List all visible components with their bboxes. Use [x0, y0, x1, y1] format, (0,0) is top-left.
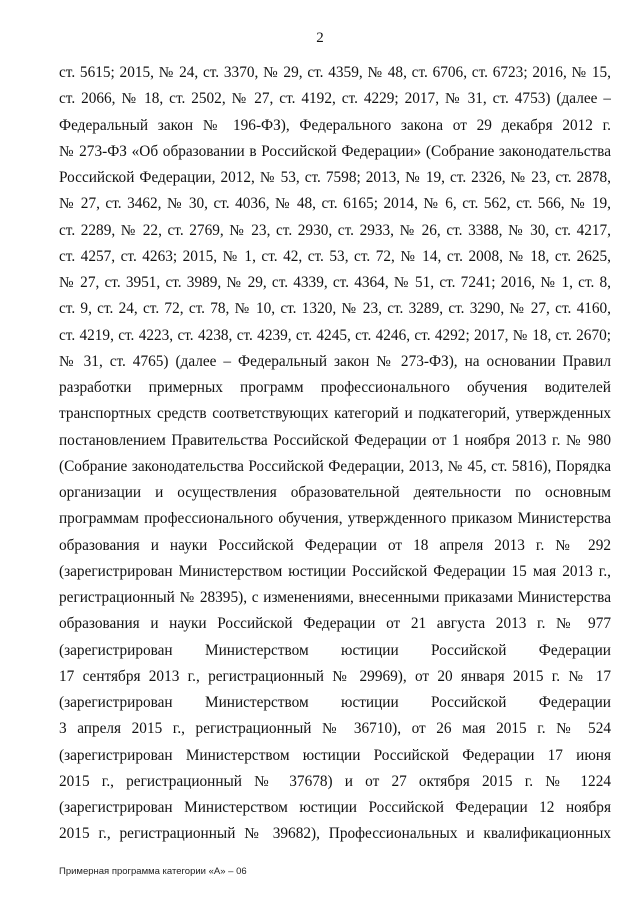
text-line: № 27, ст. 3462, № 30, ст. 4036, № 48, ст. 6165; 2014, № 6, ст. 562, ст. 566, № 19, — [59, 195, 611, 213]
text-line: ст. 5615; 2015, № 24, ст. 3370, № 29, ст. 4359, № 48, ст. 6706, ст. 6723; 2016, № 15, — [59, 64, 611, 81]
text-line: № 27, ст. 3951, ст. 3989, № 29, ст. 4339, ст. 4364, № 51, ст. 7241; 2016, № 1, ст. 8, — [59, 274, 611, 291]
page-footer: Примерная программа категории «А» – 06 — [59, 866, 247, 877]
text-line: (зарегистрирован Министерством юстиции Российской Федерации 15 мая 2013 г., — [59, 562, 611, 580]
text-line: образования и науки Российской Федерации от 21 августа 2013 г. № 977 — [59, 615, 611, 633]
text-line: ст. 2289, № 22, ст. 2769, № 23, ст. 2930, ст. 2933, № 26, ст. 3388, № 30, ст. 4217, — [59, 221, 611, 239]
text-line: программам профессионального обучения, утвержденного приказом Министерства — [59, 510, 611, 528]
text-line: 3 апреля 2015 г., регистрационный № 36710), от 26 мая 2015 г. № 524 — [59, 720, 611, 738]
page-number: 2 — [316, 30, 324, 46]
text-line: 2015 г., регистрационный № 39682), Профессиональных и квалификационных — [59, 825, 611, 843]
text-line: разработки примерных программ профессионального обучения водителей — [59, 379, 611, 396]
text-line: ст. 4257, ст. 4263; 2015, № 1, ст. 42, ст. 53, ст. 72, № 14, ст. 2008, № 18, ст. 2625, — [59, 247, 611, 265]
text-line: образования и науки Российской Федерации от 18 апреля 2013 г. № 292 — [59, 536, 611, 554]
text-line: (зарегистрирован Министерством юстиции Российской Федерации — [59, 694, 611, 711]
text-line: ст. 4219, ст. 4223, ст. 4238, ст. 4239, ст. 4245, ст. 4246, ст. 4292; 2017, № 18, ст. 2670; — [59, 326, 611, 344]
text-line: (зарегистрирован Министерством юстиции Российской Федерации 17 июня — [59, 746, 611, 764]
text-line: № 273-ФЗ «Об образовании в Российской Федерации» (Собрание законодательства — [59, 142, 611, 160]
text-line: постановлением Правительства Российской Федерации от 1 ноября 2013 г. № 980 — [59, 431, 611, 449]
text-line: № 31, ст. 4765) (далее – Федеральный закон № 273-ФЗ), на основании Правил — [59, 352, 611, 370]
text-line: 2015 г., регистрационный № 37678) и от 27 октября 2015 г. № 1224 — [59, 772, 611, 790]
text-line: ст. 9, ст. 24, ст. 72, ст. 78, № 10, ст. 1320, № 23, ст. 3289, ст. 3290, № 27, ст. 4160, — [59, 300, 611, 318]
text-line: (зарегистрирован Министерством юстиции Российской Федерации — [59, 641, 611, 659]
text-line: транспортных средств соответствующих категорий и подкатегорий, утвержденных — [59, 405, 611, 423]
text-line: ст. 2066, № 18, ст. 2502, № 27, ст. 4192, ст. 4229; 2017, № 31, ст. 4753) (далее – — [59, 90, 611, 108]
text-line: (Собрание законодательства Российской Федерации, 2013, № 45, ст. 5816), Порядка — [59, 457, 611, 475]
text-line: Российской Федерации, 2012, № 53, ст. 7598; 2013, № 19, ст. 2326, № 23, ст. 2878, — [59, 169, 611, 186]
body-text — [59, 60, 611, 848]
text-line: регистрационный № 28395), с изменениями, внесенными приказами Министерства — [59, 589, 611, 606]
text-line: 17 сентября 2013 г., регистрационный № 29969), от 20 января 2015 г. № 17 — [59, 667, 611, 685]
text-line: Федеральный закон № 196-ФЗ), Федерального закона от 29 декабря 2012 г. — [59, 116, 611, 134]
text-line: (зарегистрирован Министерством юстиции Российской Федерации 12 ноября — [59, 799, 611, 816]
text-line: организации и осуществления образовательной деятельности по основным — [59, 484, 611, 501]
